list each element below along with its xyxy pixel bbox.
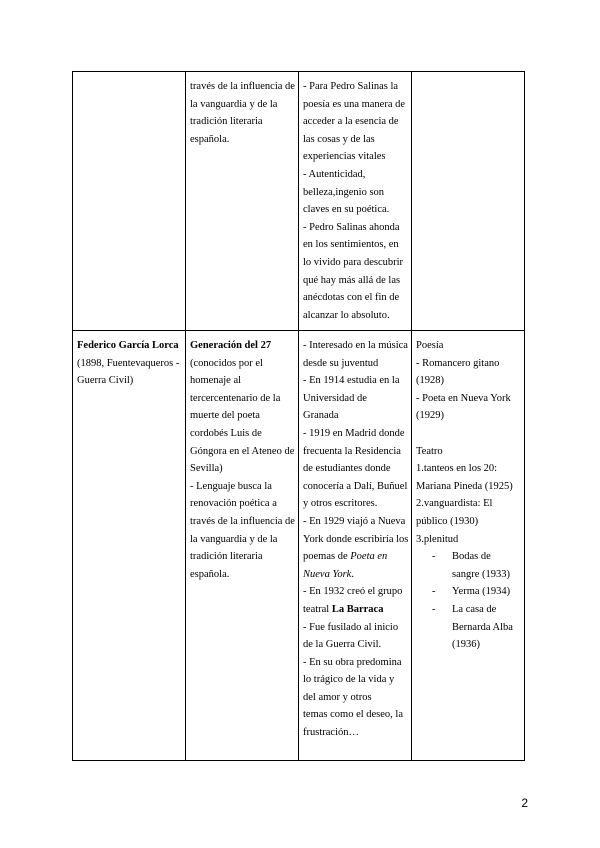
text-line: 1.tanteos en los 20: <box>416 463 498 475</box>
table-row <box>73 72 525 331</box>
text-line: - Fue fusilado al inicio <box>303 621 399 633</box>
bullet-dash: - <box>432 551 436 563</box>
text-line: tradición literaria <box>190 116 263 128</box>
text-line: (1928) <box>416 375 444 387</box>
text-line: York donde escribiría los <box>303 533 409 545</box>
text-line: frecuenta la Residencia <box>303 445 401 457</box>
text-line: y otros escritores. <box>303 498 378 510</box>
text-line: - En 1914 estudia en la <box>303 375 400 387</box>
bullet-dash: - <box>432 603 436 615</box>
text-line: la vanguardia y de la <box>190 533 278 545</box>
blank-line <box>416 425 520 443</box>
biography-cell <box>299 72 412 331</box>
list-item-continuation: (1936) <box>452 639 480 651</box>
text-line: (1898, Fuentevaqueros - <box>77 357 180 369</box>
list-item-continuation: sangre (1933) <box>452 568 511 580</box>
table-row <box>73 331 525 761</box>
text-line: anécdotas con el fin de <box>303 292 400 304</box>
text-line: - En 1932 creó el grupo <box>303 586 403 598</box>
text-line: lo vivido para descubrir <box>303 256 404 268</box>
text-line: homenaje al <box>190 375 242 387</box>
text-line <box>303 566 407 584</box>
text-line: muerte del poeta <box>190 410 260 422</box>
text-line: - Para Pedro Salinas la <box>303 81 399 92</box>
list-item-continuation: Bernarda Alba <box>452 621 513 633</box>
list-item <box>416 548 520 566</box>
text-line: (conocidos por el <box>190 357 263 369</box>
generation-title: Generación del 27 <box>190 340 272 351</box>
text-line: Guerra Civil) <box>77 375 134 387</box>
works-table <box>72 71 525 761</box>
text-line: qué hay más allá de las <box>303 274 401 286</box>
text-line: poesía es una manera de <box>303 98 406 110</box>
generation-cell <box>186 72 299 331</box>
text-line: - En 1929 viajó a Nueva <box>303 515 406 527</box>
book-title: Nueva York <box>303 568 352 580</box>
text-line: española. <box>190 133 230 145</box>
text-line: temas como el deseo, la <box>303 709 404 721</box>
poetry-heading: Poesía <box>416 340 444 351</box>
text-line: Granada <box>303 410 339 422</box>
text-line: renovación poética a <box>190 498 277 510</box>
text-line: - 1919 en Madrid donde <box>303 427 405 439</box>
text-line: Góngora en el Ateneo de <box>190 445 295 457</box>
page-number: 2 <box>521 796 528 810</box>
text-line: Mariana Pineda (1925) <box>416 480 513 492</box>
works-cell <box>412 72 525 331</box>
text-line <box>303 601 407 619</box>
author-cell <box>73 331 186 761</box>
text-line: Sevilla) <box>190 463 223 475</box>
text-line: - Pedro Salinas ahonda <box>303 221 400 233</box>
text-line: - Interesado en la música <box>303 340 408 351</box>
theater-heading: Teatro <box>416 445 443 457</box>
text-line: claves en su poética. <box>303 204 390 216</box>
list-item-text: La casa de <box>452 603 497 615</box>
text-line: - Romancero gitano <box>416 357 500 369</box>
text-line: - En su obra predomina <box>303 656 402 668</box>
text-line: cordobés Luis de <box>190 427 262 439</box>
text-line: tradición literaria <box>190 551 263 563</box>
list-item-text: Yerma (1934) <box>452 586 511 598</box>
text-line: tercercentenario de la <box>190 392 281 404</box>
text-line: las cosas y de las <box>303 133 375 145</box>
text-fragment: . <box>351 568 354 580</box>
works-cell <box>412 331 525 761</box>
text-line: desde su juventud <box>303 357 379 369</box>
book-title: Poeta en <box>350 551 388 563</box>
text-line: (1929) <box>416 410 444 422</box>
text-line: través de la influencia de <box>190 515 295 527</box>
text-line: - Autenticidad, <box>303 168 366 180</box>
text-line: española. <box>190 568 230 580</box>
theater-group-name: La Barraca <box>331 603 384 615</box>
text-line: acceder a la esencia de <box>303 116 399 128</box>
author-name: Federico García Lorca <box>77 340 179 351</box>
text-line: 2.vanguardista: El <box>416 498 493 510</box>
text-line: - Poeta en Nueva York <box>416 392 511 404</box>
text-line: experiencias vitales <box>303 151 386 163</box>
list-item <box>416 583 520 601</box>
bullet-dash: - <box>432 586 436 598</box>
text-line: público (1930) <box>416 515 479 527</box>
list-item <box>416 601 520 619</box>
text-line: 3.plenitud <box>416 533 459 545</box>
text-line: alcanzar lo absoluto. <box>303 309 390 321</box>
list-item-text: Bodas de <box>452 551 491 563</box>
biography-cell <box>299 331 412 761</box>
text-line: frustración… <box>303 727 359 739</box>
text-line: de la Guerra Civil. <box>303 639 382 651</box>
text-line: en los sentimientos, en <box>303 239 399 251</box>
text-line: del amor y otros <box>303 691 372 703</box>
text-line: lo trágico de la vida y <box>303 674 395 686</box>
text-line: - Lenguaje busca la <box>190 480 272 492</box>
text-line: conocería a Dalí, Buñuel <box>303 480 408 492</box>
text-line: Universidad de <box>303 392 367 404</box>
text-line: de estudiantes donde <box>303 463 391 475</box>
text-line: la vanguardia y de la <box>190 98 278 110</box>
text-line <box>303 548 407 566</box>
text-fragment: teatral <box>303 603 332 615</box>
text-fragment: poemas de <box>303 551 351 563</box>
generation-cell <box>186 331 299 761</box>
author-cell <box>73 72 186 331</box>
text-line: través de la influencia de <box>190 81 295 92</box>
text-line: belleza,ingenio son <box>303 186 385 198</box>
